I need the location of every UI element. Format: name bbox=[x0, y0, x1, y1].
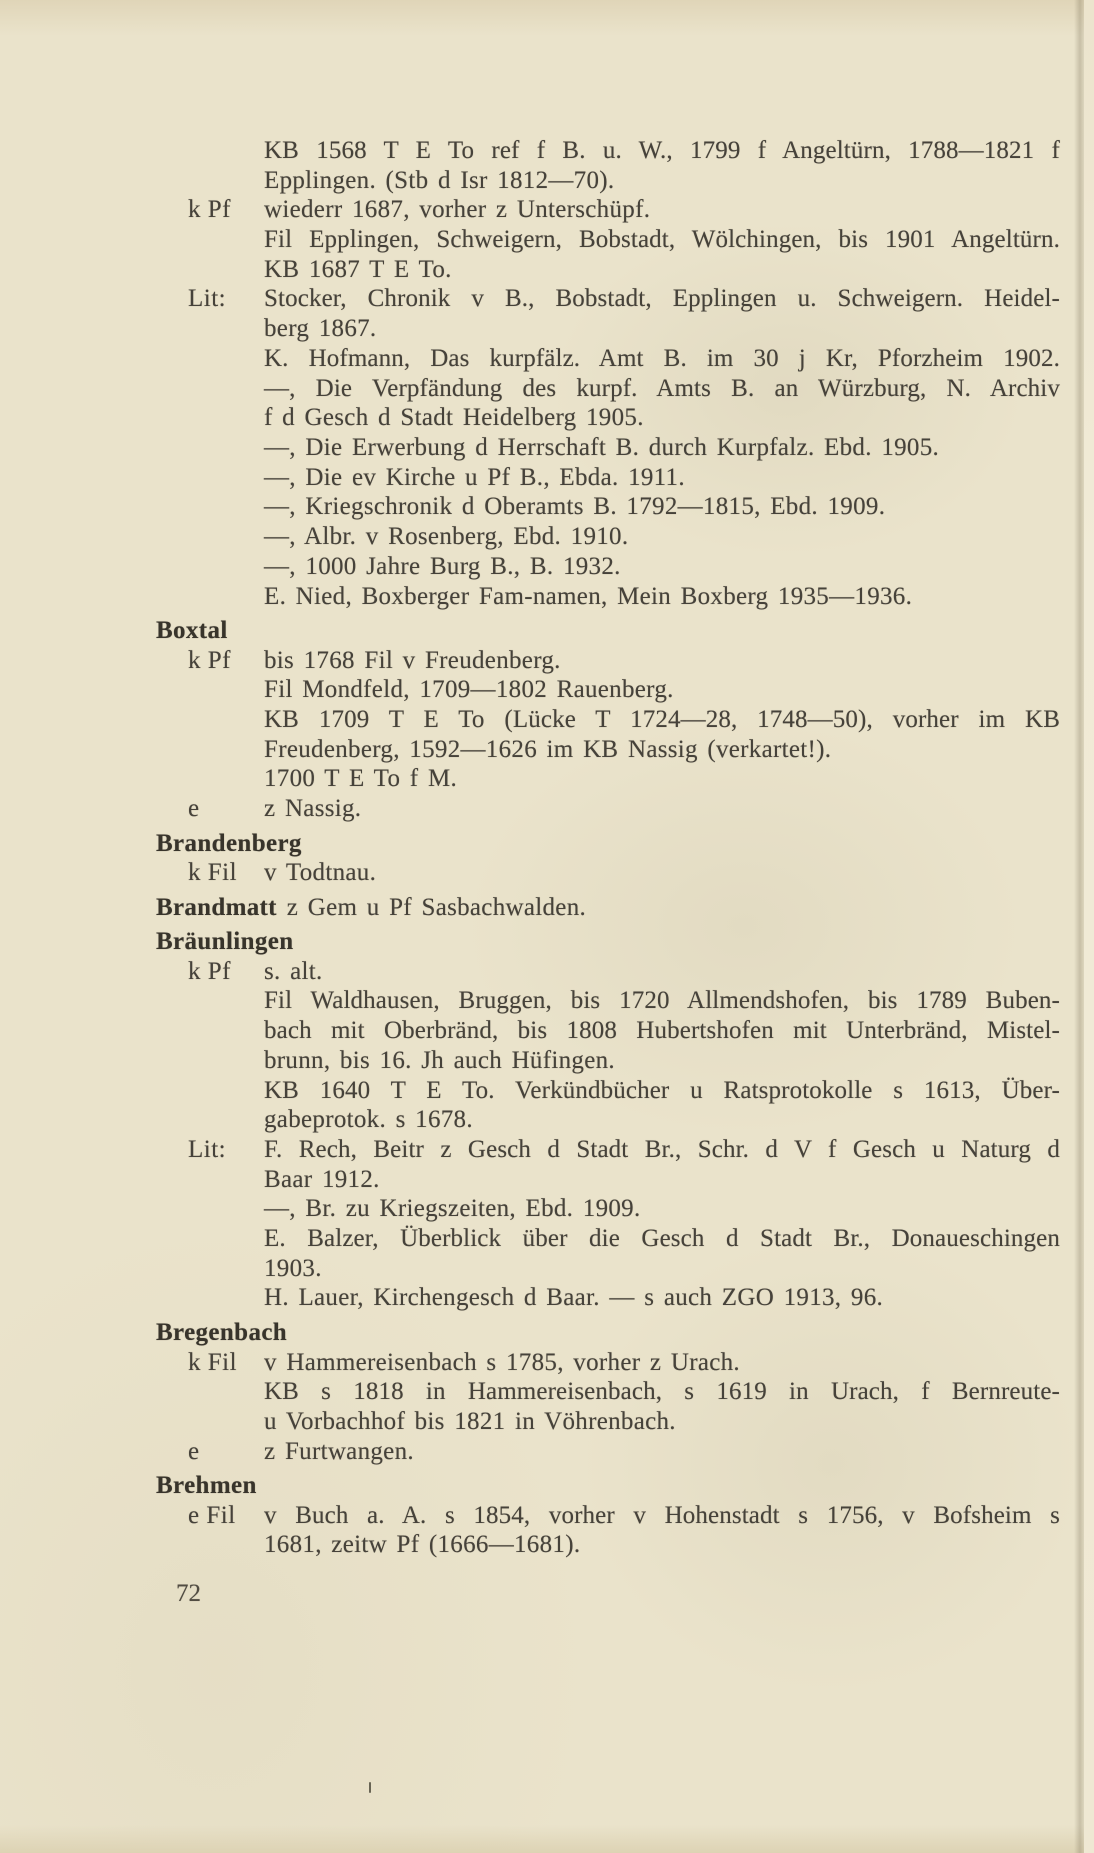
line-text: E. Nied, Boxberger Fam-namen, Mein Boxberg 1935—1936. bbox=[264, 583, 913, 610]
text-line bbox=[0, 857, 1094, 891]
entry-headword: Brandenberg bbox=[156, 830, 302, 857]
entry-headword: Brandmatt bbox=[156, 894, 277, 921]
entry-label: k Fil bbox=[188, 1349, 238, 1376]
line-text: —, Br. zu Kriegszeiten, Ebd. 1909. bbox=[264, 1195, 641, 1222]
text-line bbox=[0, 985, 1094, 1019]
text-line bbox=[0, 432, 1094, 466]
text-line bbox=[0, 793, 1094, 827]
line-text: KB s 1818 in Hammereisenbach, s 1619 in Urach, f Bernreute- bbox=[264, 1378, 1060, 1405]
text-line bbox=[0, 674, 1094, 708]
line-text: v Todtnau. bbox=[264, 859, 377, 886]
headword-line bbox=[0, 1470, 1094, 1504]
text-line bbox=[0, 704, 1094, 738]
line-text: z Gem u Pf Sasbachwalden. bbox=[286, 894, 587, 921]
line-text: —, Albr. v Rosenberg, Ebd. 1910. bbox=[264, 523, 629, 550]
entry-label: k Pf bbox=[188, 647, 231, 674]
line-text: brunn, bis 16. Jh auch Hüfingen. bbox=[264, 1047, 615, 1074]
line-text: s. alt. bbox=[264, 958, 323, 985]
page-edge bbox=[1084, 0, 1094, 1853]
text-line bbox=[0, 135, 1094, 169]
line-text: F. Rech, Beitr z Gesch d Stadt Br., Schr. d V f Gesch u Naturg d bbox=[264, 1136, 1060, 1163]
line-text: Epplingen. (Stb d Isr 1812—70). bbox=[264, 167, 615, 194]
entry-label: e bbox=[188, 795, 200, 822]
entry-label: k Fil bbox=[188, 859, 238, 886]
text-line bbox=[0, 763, 1094, 797]
text-line bbox=[0, 402, 1094, 436]
text-line bbox=[0, 1045, 1094, 1079]
text-line bbox=[0, 343, 1094, 377]
entry-headword: Boxtal bbox=[156, 617, 228, 644]
entry-label: Lit: bbox=[188, 285, 227, 312]
line-text: —, Die Erwerbung d Herrschaft B. durch Kurpfalz. Ebd. 1905. bbox=[264, 434, 940, 461]
text-line bbox=[0, 1134, 1094, 1168]
line-text: Baar 1912. bbox=[264, 1166, 380, 1193]
text-line bbox=[0, 1223, 1094, 1257]
line-text: 1903. bbox=[264, 1255, 322, 1282]
text-line bbox=[0, 224, 1094, 258]
text-line bbox=[0, 1406, 1094, 1440]
text-line bbox=[0, 551, 1094, 585]
line-text: KB 1709 T E To (Lücke T 1724—28, 1748—50), vorher im KB bbox=[264, 706, 1060, 733]
line-text: Freudenberg, 1592—1626 im KB Nassig (verkartet!). bbox=[264, 736, 832, 763]
text-line bbox=[0, 1529, 1094, 1563]
entry-label: e Fil bbox=[188, 1502, 236, 1529]
headword-line bbox=[0, 926, 1094, 960]
line-text: —, Kriegschronik d Oberamts B. 1792—1815, Ebd. 1909. bbox=[264, 493, 886, 520]
headword-line bbox=[0, 892, 1094, 926]
line-text: Fil Waldhausen, Bruggen, bis 1720 Allmendshofen, bis 1789 Buben- bbox=[264, 987, 1060, 1014]
line-text: K. Hofmann, Das kurpfälz. Amt B. im 30 j Kr, Pforzheim 1902. bbox=[264, 345, 1060, 372]
entry-headword: Bregenbach bbox=[156, 1319, 288, 1346]
line-text: —, Die ev Kirche u Pf B., Ebda. 1911. bbox=[264, 464, 685, 491]
line-text: v Hammereisenbach s 1785, vorher z Urach. bbox=[264, 1349, 740, 1376]
line-text: —, 1000 Jahre Burg B., B. 1932. bbox=[264, 553, 621, 580]
page-number: 72 bbox=[176, 1580, 201, 1607]
line-text: KB 1687 T E To. bbox=[264, 256, 452, 283]
entry-label: k Pf bbox=[188, 958, 231, 985]
headword-line bbox=[0, 615, 1094, 649]
text-line bbox=[0, 283, 1094, 317]
entry-headword: Brehmen bbox=[156, 1472, 257, 1499]
entry-label: e bbox=[188, 1438, 200, 1465]
line-text: E. Balzer, Überblick über die Gesch d Stadt Br., Donaueschingen bbox=[264, 1225, 1060, 1252]
line-text: gabeprotok. s 1678. bbox=[264, 1106, 473, 1133]
text-line bbox=[0, 313, 1094, 347]
text-line bbox=[0, 1015, 1094, 1049]
text-line bbox=[0, 1436, 1094, 1470]
headword-inline-group bbox=[156, 892, 586, 923]
line-text: 1700 T E To f M. bbox=[264, 765, 458, 792]
text-line bbox=[0, 491, 1094, 525]
entry-label: k Pf bbox=[188, 196, 231, 223]
line-text: bis 1768 Fil v Freudenberg. bbox=[264, 647, 561, 674]
line-text: z Furtwangen. bbox=[264, 1438, 414, 1465]
line-text: —, Die Verpfändung des kurpf. Amts B. an Würzburg, N. Archiv bbox=[264, 375, 1060, 402]
line-text: u Vorbachhof bis 1821 in Vöhrenbach. bbox=[264, 1408, 676, 1435]
line-text: KB 1568 T E To ref f B. u. W., 1799 f Angeltürn, 1788—1821 f bbox=[264, 137, 1060, 164]
text-line bbox=[0, 1376, 1094, 1410]
stray-ink-mark bbox=[369, 1782, 371, 1793]
entry-headword: Bräunlingen bbox=[156, 928, 294, 955]
line-text: Fil Epplingen, Schweigern, Bobstadt, Wölchingen, bis 1901 Angeltürn. bbox=[264, 226, 1060, 253]
line-text: z Nassig. bbox=[264, 795, 362, 822]
headword-line bbox=[0, 1317, 1094, 1351]
text-line bbox=[0, 1282, 1094, 1316]
line-text: wiederr 1687, vorher z Unterschüpf. bbox=[264, 196, 651, 223]
line-text: H. Lauer, Kirchengesch d Baar. — s auch ZGO 1913, 96. bbox=[264, 1284, 884, 1311]
line-text: bach mit Oberbränd, bis 1808 Hubertshofen mit Unterbränd, Mistel- bbox=[264, 1017, 1060, 1044]
text-line bbox=[0, 581, 1094, 615]
text-line bbox=[0, 1104, 1094, 1138]
page-edge-shadow bbox=[1074, 0, 1084, 1853]
entry-label: Lit: bbox=[188, 1136, 227, 1163]
text-line bbox=[0, 1193, 1094, 1227]
line-text: KB 1640 T E To. Verkündbücher u Ratsprotokolle s 1613, Über- bbox=[264, 1077, 1060, 1104]
line-text: 1681, zeitw Pf (1666—1681). bbox=[264, 1531, 581, 1558]
text-line bbox=[0, 521, 1094, 555]
line-text: Fil Mondfeld, 1709—1802 Rauenberg. bbox=[264, 676, 674, 703]
text-line bbox=[0, 194, 1094, 228]
line-text: berg 1867. bbox=[264, 315, 377, 342]
line-text: v Buch a. A. s 1854, vorher v Hohenstadt s 1756, v Bofsheim s bbox=[264, 1502, 1060, 1529]
line-text: f d Gesch d Stadt Heidelberg 1905. bbox=[264, 404, 644, 431]
line-text: Stocker, Chronik v B., Bobstadt, Epplingen u. Schweigern. Heidel- bbox=[264, 285, 1060, 312]
